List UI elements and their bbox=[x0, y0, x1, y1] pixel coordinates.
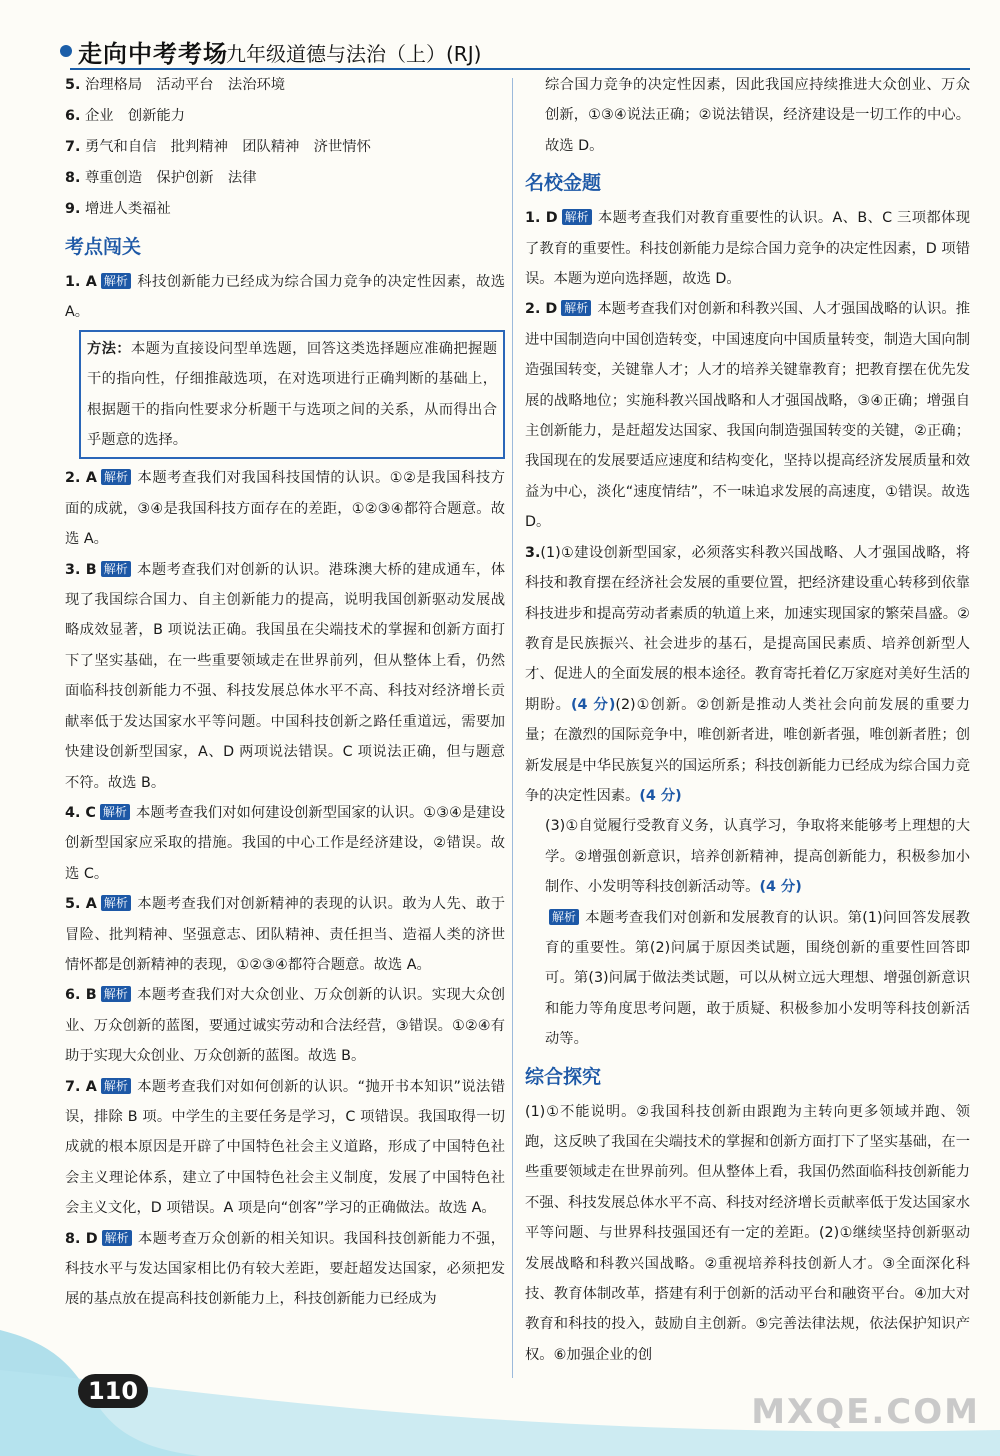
section-title-mingxiao: 名校金题 bbox=[525, 172, 602, 195]
page-header bbox=[0, 0, 1000, 70]
analysis-tag: 解析 bbox=[102, 1230, 132, 1246]
list-item: 8. 尊重创造 保护创新 法律 bbox=[65, 170, 257, 186]
section-title-kaodian: 考点闯关 bbox=[65, 236, 142, 258]
answer-item: 2. A 解析 本题考查我们对我国科技国情的认识。①②是我国科技方面的成就，③④是我国科技方面存在的差距，①②③④都符合题意。故选 A。 bbox=[65, 470, 505, 548]
page-number: 110 bbox=[78, 1374, 148, 1408]
bullet-dot-icon bbox=[60, 45, 72, 57]
analysis-tag: 解析 bbox=[101, 895, 131, 911]
answer-item: 3. B 解析 本题考查我们对创新的认识。港珠澳大桥的建成通车，体现了我国综合国力、自主创新能力的提高，说明我国创新驱动发展战略成效显著，B 项说法正确。我国虽在尖端技术的掌握和创新方面打下了坚实基础，在一些重要领域走在世界前列，但从整体上看，仍然面临科技创新能力不强、科技发展总体水平不高、科技对经济增长贡献率低于发达国家水平等问题。中国科技创新之路任重道远，需要加快建设创新型国家，A、D 两项说法错误。C 项说法正确，但与题意不符。故选 B。 bbox=[65, 561, 506, 791]
answer-item: 6. B 解析 本题考查我们对大众创业、万众创新的认识。实现大众创业、万众创新的蓝图，要通过诚实劳动和合法经营，③错误。①②④有助于实现大众创业、万众创新的蓝图。故选 B。 bbox=[65, 987, 506, 1065]
answer-item: 1. D 解析 本题考查我们对教育重要性的认识。A、B、C 三项都体现了教育的重要性。科技创新能力是综合国力竞争的决定性因素，D 项错误。本题为逆向选择题，故选 D。 bbox=[525, 210, 970, 288]
score-label: (4 分) bbox=[639, 787, 682, 804]
book-title: 走向中考考场 bbox=[78, 40, 228, 68]
left-column bbox=[65, 70, 505, 1315]
analysis-tag: 解析 bbox=[549, 909, 579, 925]
list-item: 6. 企业 创新能力 bbox=[65, 108, 186, 124]
list-item: 9. 增进人类福祉 bbox=[65, 201, 171, 217]
analysis-tag: 解析 bbox=[101, 986, 131, 1002]
analysis-tag: 解析 bbox=[561, 300, 591, 316]
book-subtitle: 九年级道德与法治（上）(RJ) bbox=[226, 42, 482, 66]
score-label: (4 分) bbox=[759, 879, 802, 896]
analysis-tag: 解析 bbox=[562, 209, 592, 225]
column-divider bbox=[512, 78, 513, 1378]
analysis-tag: 解析 bbox=[101, 1078, 131, 1094]
list-item: 5. 治理格局 活动平台 法治环境 bbox=[65, 77, 286, 93]
inquiry-text: (1)①不能说明。②我国科技创新由跟跑为主转向更多领域并跑、领跑，这反映了我国在尖端技术的掌握和创新方面打下了坚实基础，在一些重要领域走在世界前列。但从整体上看，我国仍然面临科技创新能力不强、科技发展总体水平不高、科技对经济增长贡献率低于发达国家水平等问题、与世界科技强国还有一定的差距。(2)①继续坚持创新驱动发展战略和科教兴国战略。②重视培养科技创新人才。③全面深化科技、教育体制改革，搭建有利于创新的活动平台和融资平台。④加大对教育和科技的投入，鼓励自主创新。⑤完善法律法规，依法保护知识产权。⑥加强企业的创 bbox=[525, 1103, 970, 1363]
answer-item: 8. D 解析 本题考查万众创新的相关知识。我国科技创新能力不强，科技水平与发达国家相比仍有较大差距，要赶超发达国家，必须把发展的基点放在提高科技创新能力上，科技创新能力已经成为 bbox=[65, 1230, 505, 1308]
analysis-text: 解析 本题考查我们对创新和发展教育的认识。第(1)问回答发展教育的重要性。第(2)问属于原因类试题，围绕创新的重要性回答即可。第(3)问属于做法类试题，可以从树立远大理想、增强创新意识和能力等角度思考问题，敢于质疑、积极参加小发明等科技创新活动等。 bbox=[545, 909, 970, 1048]
right-column bbox=[525, 70, 970, 1370]
analysis-tag: 解析 bbox=[101, 561, 131, 577]
answer-item: 1. A 解析 科技创新能力已经成为综合国力竞争的决定性因素，故选 A。 bbox=[65, 274, 506, 321]
answer-item: 4. C 解析 本题考查我们对如何建设创新型国家的认识。①③④是建设创新型国家应采取的措施。我国的中心工作是经济建设，②错误。故选 C。 bbox=[65, 804, 505, 882]
method-label: 方法： bbox=[87, 340, 131, 357]
section-title-zonghe: 综合探究 bbox=[525, 1065, 602, 1088]
answer-list bbox=[65, 70, 505, 225]
method-text: 本题为直接设问型单选题，回答这类选择题应准确把握题干的指向性，仔细推敲选项，在对选项进行正确判断的基础上，根据题干的指向性要求分析题干与选项之间的关系，从而得出合乎题意的选择。 bbox=[87, 340, 497, 449]
answer-item: 3.(1)①建设创新型国家，必须落实科教兴国战略、人才强国战略，将科技和教育摆在经济社会发展的重要位置，把经济建设重心转移到依靠科技进步和提高劳动者素质的轨道上来，加速实现国家的繁荣昌盛。②教育是民族振兴、社会进步的基石，是提高国民素质、培养创新型人才、促进人的全面发展的根本途径。教育寄托着亿万家庭对美好生活的期盼。(4 分)(2)①创新。②创新是推动人类社会向前发展的重要力量；在激烈的国际竞争中，唯创新者进，唯创新者强，唯创新者胜；创新发展是中华民族复兴的国运所系；科技创新能力已经成为综合国力竞争的决定性因素。(4 分) bbox=[525, 544, 970, 804]
method-box bbox=[79, 330, 505, 460]
score-label: (4 分) bbox=[571, 696, 616, 713]
watermark: MXQE.COM bbox=[751, 1392, 980, 1432]
answer-item-part3: (3)①自觉履行受教育义务，认真学习，争取将来能够考上理想的大学。②增强创新意识，培养创新精神，提高创新能力，积极参加小制作、小发明等科技创新活动等。(4 分) bbox=[545, 818, 970, 896]
answer-item: 2. D 解析 本题考查我们对创新和科教兴国、人才强国战略的认识。推进中国制造向中国创造转变，中国速度向中国质量转变，制造大国向制造强国转变，关键靠人才；人才的培养关键靠教育；把教育摆在优先发展的战略地位；实施科教兴国战略和人才强国战略，③④正确；增强自主创新能力，是赶超发达国家、我国向制造强国转变的关键，②正确；我国现在的发展要适应速度和结构变化，坚持以提高经济发展质量和效益为中心，淡化“速度情结”，不一味追求发展的高速度，①错误。故选 D。 bbox=[525, 301, 970, 531]
answer-item: 5. A 解析 本题考查我们对创新精神的表现的认识。敢为人先、敢于冒险、批判精神、坚强意志、团队精神、责任担当、造福人类的济世情怀都是创新精神的表现，①②③④都符合题意。故选 A。 bbox=[65, 896, 506, 973]
analysis-tag: 解析 bbox=[101, 273, 131, 289]
list-item: 7. 勇气和自信 批判精神 团队精神 济世情怀 bbox=[65, 139, 371, 155]
continuation-text: 综合国力竞争的决定性因素，因此我国应持续推进大众创业、万众创新，①③④说法正确；②说法错误，经济建设是一切工作的中心。故选 D。 bbox=[545, 77, 970, 154]
analysis-tag: 解析 bbox=[100, 804, 130, 820]
analysis-tag: 解析 bbox=[101, 469, 131, 485]
answer-item: 7. A 解析 本题考查我们对如何创新的认识。“抛开书本知识”说法错误，排除 B 项。中学生的主要任务是学习，C 项错误。我国取得一切成就的根本原因是开辟了中国特色社会主义道路，形成了中国特色社会主义理论体系，建立了中国特色社会主义制度，发展了中国特色社会主义文化，D 项错误。A 项是向“创客”学习的正确做法。故选 A。 bbox=[65, 1078, 506, 1217]
